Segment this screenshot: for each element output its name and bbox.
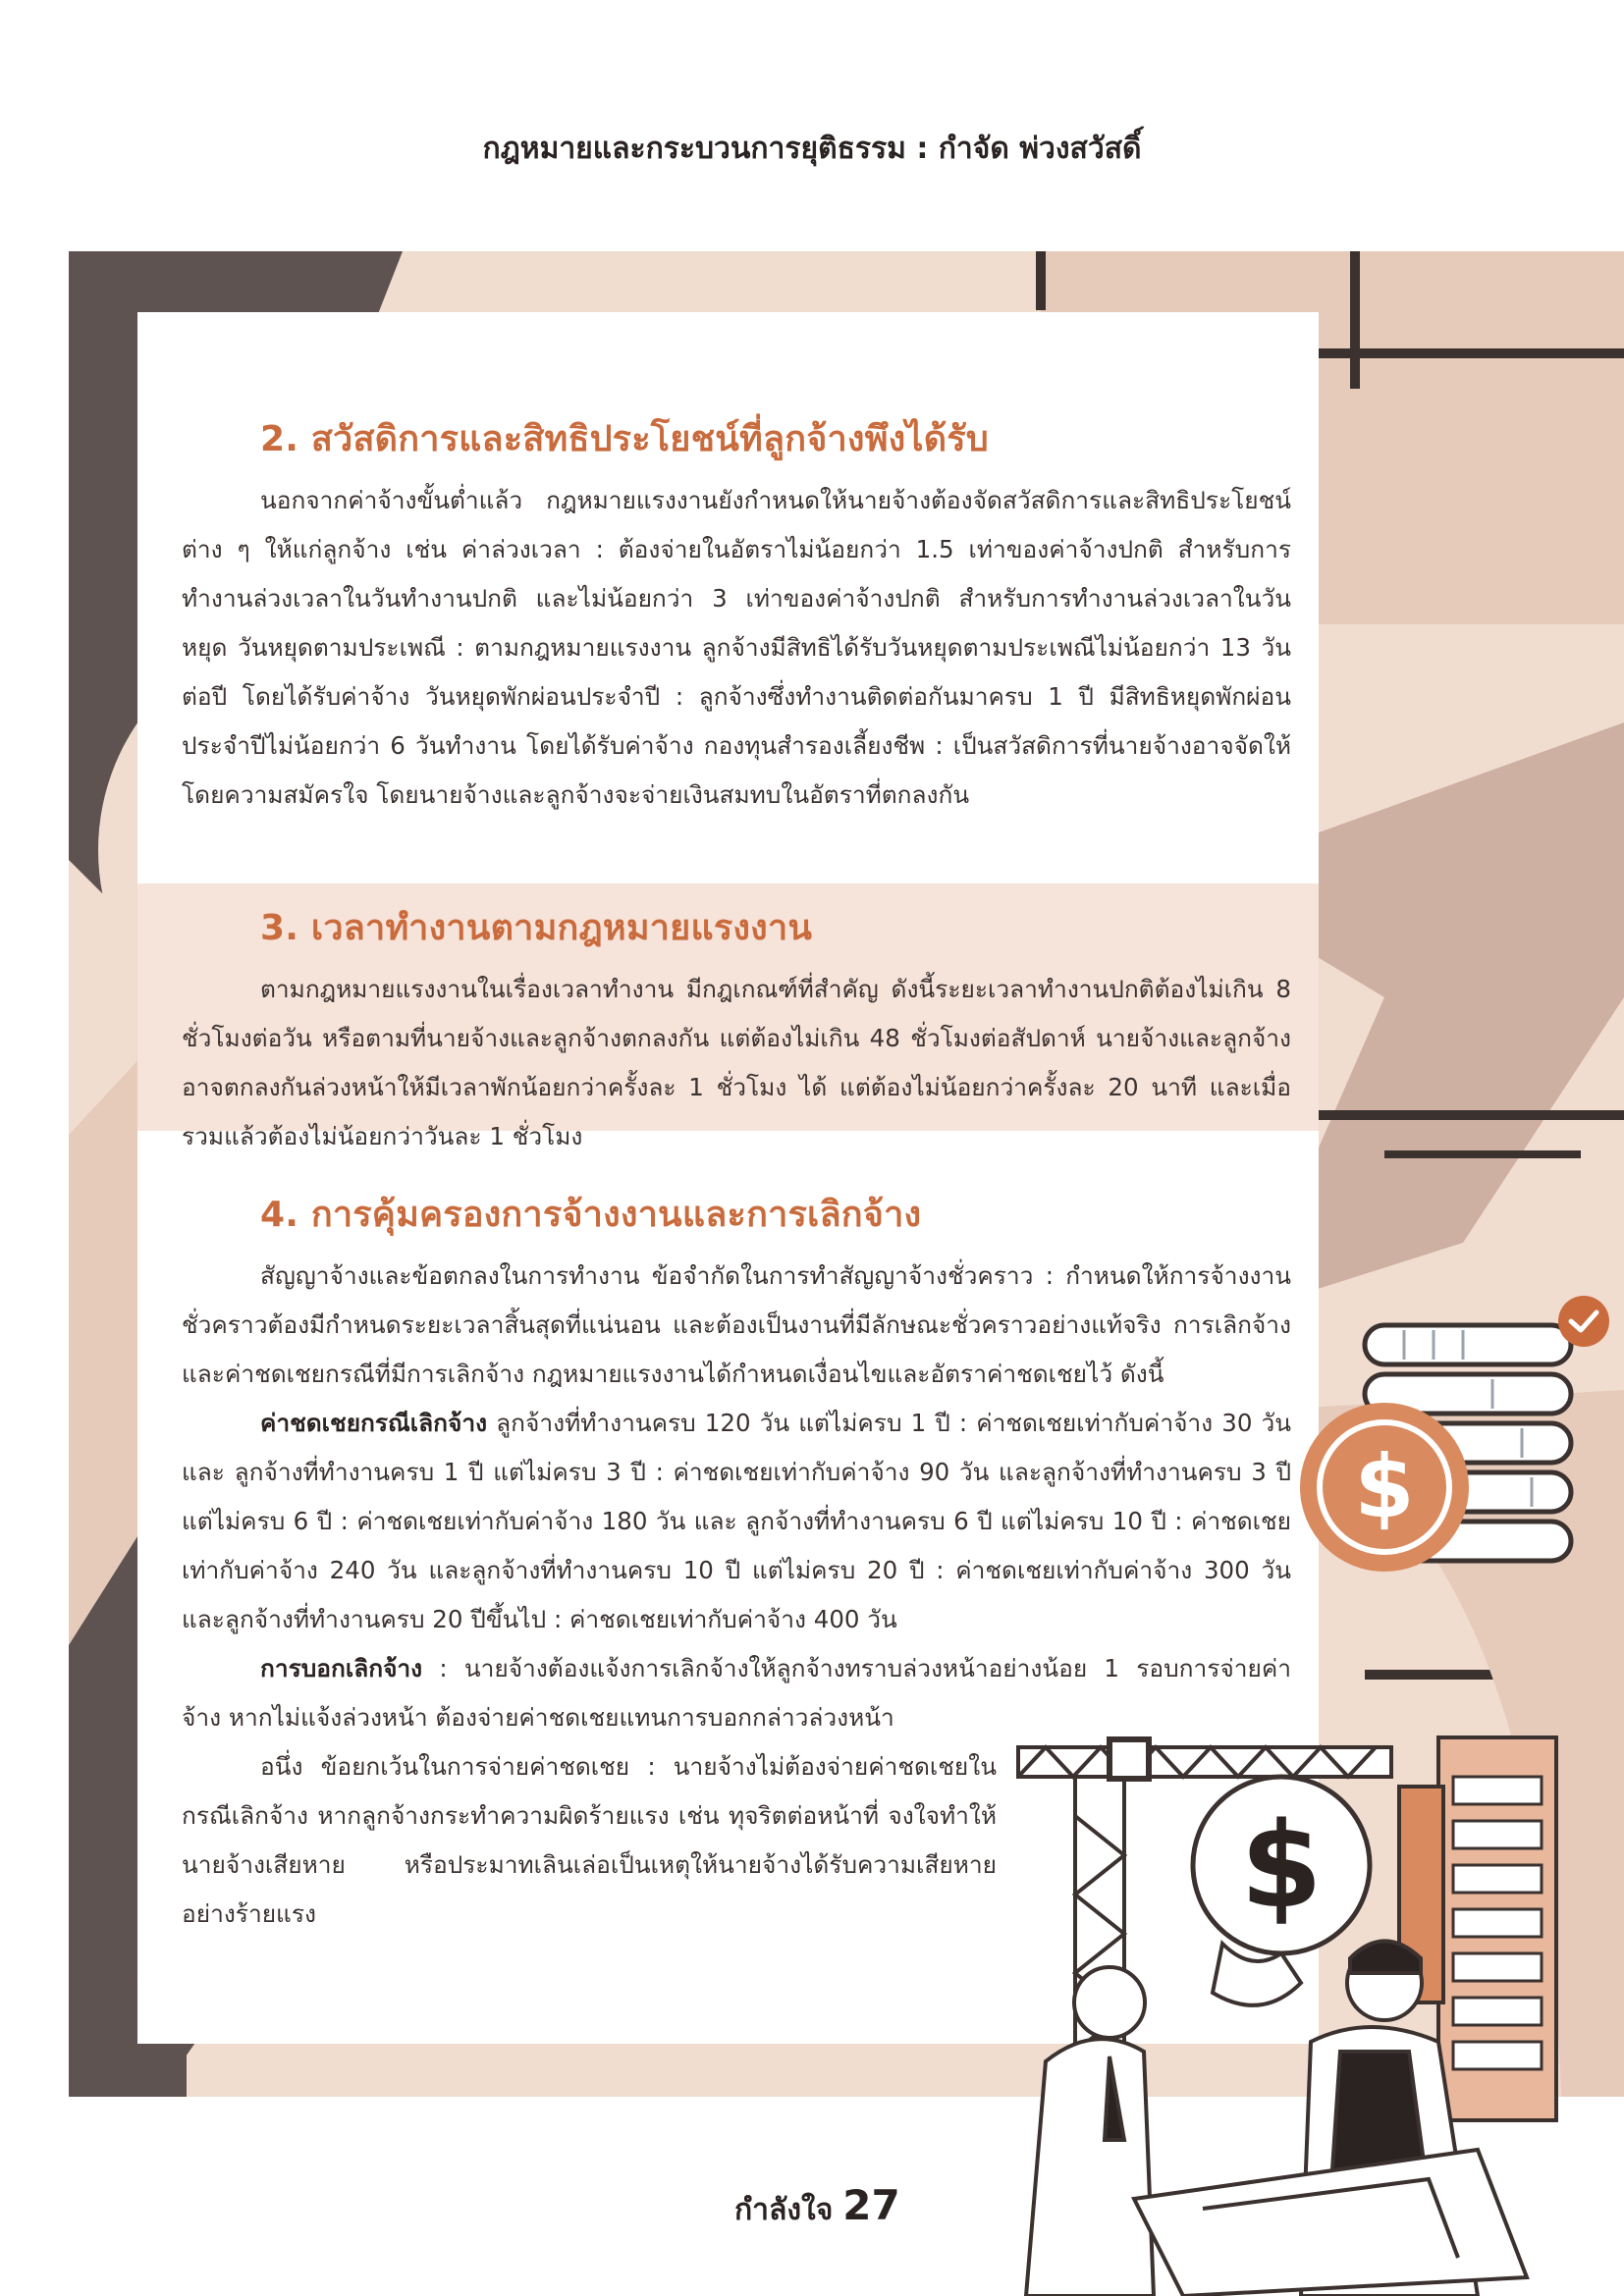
section-heading: 2. สวัสดิการและสิทธิประโยชน์ที่ลูกจ้างพึงได้รับ xyxy=(260,419,989,459)
page-footer xyxy=(734,2181,900,2233)
severance-label: ค่าชดเชยกรณีเลิกจ้าง xyxy=(260,1409,488,1437)
section-welfare xyxy=(182,410,1291,820)
section-body: ตามกฎหมายแรงงานในเรื่องเวลาทำงาน มีกฎเกณฑ์ที่สำคัญ ดังนี้ระยะเวลาทำงานปกติต้องไม่เกิน 8 ชั่วโมงต่อวัน หรือตามที่นายจ้างและลูกจ้างตกลงกัน แต่ต้องไม่เกิน 48 ชั่วโมงต่อสัปดาห์ นายจ้างและลูกจ้างอาจตกลงกันล่วงหน้าให้มีเวลาพักน้อยกว่าครั้งละ 1 ชั่วโมง ได้ แต่ต้องไม่น้อยกว่าครั้งละ 20 นาที และเมื่อรวมแล้วต้องไม่น้อยกว่าวันละ 1 ชั่วโมง xyxy=(182,975,1291,1150)
dollar-coin-icon xyxy=(1296,1399,1473,1575)
magazine-name: กำลังใจ xyxy=(734,2193,834,2227)
section-body: สัญญาจ้างและข้อตกลงในการทำงาน ข้อจำกัดในการทำสัญญาจ้างชั่วคราว : กำหนดให้การจ้างงานชั่วคราวต้องมีกำหนดระยะเวลาสิ้นสุดที่แน่นอน และต้องเป็นงานที่มีลักษณะชั่วคราวอย่างแท้จริง การเลิกจ้างและค่าชดเชยกรณีที่มีการเลิกจ้าง กฎหมายแรงงานได้กำหนดเงื่อนไขและอัตราค่าชดเชยไว้ ดังนี้ xyxy=(182,1261,1291,1388)
held-coin-icon xyxy=(1193,1777,1370,1953)
running-header: กฎหมายและกระบวนการยุติธรรม : กำจัด พ่วงสวัสดิ์ xyxy=(482,132,1142,166)
page-number: 27 xyxy=(842,2181,900,2229)
svg-text:$: $ xyxy=(1354,1436,1415,1537)
checkmark-badge-icon xyxy=(1556,1294,1611,1349)
severance-text: ลูกจ้างที่ทำงานครบ 120 วัน แต่ไม่ครบ 1 ปี : ค่าชดเชยเท่ากับค่าจ้าง 30 วัน และ ลูกจ้างที่ทำงานครบ 1 ปี แต่ไม่ครบ 3 ปี : ค่าชดเชยเท่ากับค่าจ้าง 90 วัน และลูกจ้างที่ทำงานครบ 3 ปี แต่ไม่ครบ 6 ปี : ค่าชดเชยเท่ากับค่าจ้าง 180 วัน และ ลูกจ้างที่ทำงานครบ 6 ปี แต่ไม่ครบ 10 ปี : ค่าชดเชยเท่ากับค่าจ้าง 240 วัน และลูกจ้างที่ทำงานครบ 10 ปี แต่ไม่ครบ 20 ปี : ค่าชดเชยเท่ากับค่าจ้าง 300 วัน และลูกจ้างที่ทำงานครบ 20 ปีขึ้นไป : ค่าชดเชยเท่ากับค่าจ้าง 400 วัน xyxy=(182,1409,1291,1633)
section-body: นอกจากค่าจ้างขั้นต่ำแล้ว กฎหมายแรงงานยังกำหนดให้นายจ้างต้องจัดสวัสดิการและสิทธิประโยชน์ต่าง ๆ ให้แก่ลูกจ้าง เช่น ค่าล่วงเวลา : ต้องจ่ายในอัตราไม่น้อยกว่า 1.5 เท่าของค่าจ้างปกติ สำหรับการทำงานล่วงเวลาในวันทำงานปกติ และไม่น้อยกว่า 3 เท่าของค่าจ้างปกติ สำหรับการทำงานล่วงเวลาในวันหยุด วันหยุดตามประเพณี : ตามกฎหมายแรงงาน ลูกจ้างมีสิทธิได้รับวันหยุดตามประเพณีไม่น้อยกว่า 13 วันต่อปี โดยได้รับค่าจ้าง วันหยุดพักผ่อนประจำปี : ลูกจ้างซึ่งทำงานติดต่อกันมาครบ 1 ปี มีสิทธิหยุดพักผ่อนประจำปีไม่น้อยกว่า 6 วันทำงาน โดยได้รับค่าจ้าง กองทุนสำรองเลี้ยงชีพ : เป็นสวัสดิการที่นายจ้างอาจจัดให้โดยความสมัครใจ โดยนายจ้างและลูกจ้างจะจ่ายเงินสมทบในอัตราที่ตกลงกัน xyxy=(182,486,1291,809)
severance-paragraph xyxy=(182,1399,1291,1644)
construction-illustration xyxy=(1016,1728,1624,2296)
section-heading: 3. เวลาทำงานตามกฎหมายแรงงาน xyxy=(260,908,813,948)
notice-label: การบอกเลิกจ้าง xyxy=(260,1654,423,1682)
section-heading: 4. การคุ้มครองการจ้างงานและการเลิกจ้าง xyxy=(260,1195,922,1235)
exception-paragraph: อนึ่ง ข้อยกเว้นในการจ่ายค่าชดเชย : นายจ้างไม่ต้องจ่ายค่าชดเชยในกรณีเลิกจ้าง หากลูกจ้างกระทำความผิดร้ายแรง เช่น ทุจริตต่อหน้าที่ จงใจทำให้นายจ้างเสียหาย หรือประมาทเลินเล่อเป็นเหตุให้นายจ้างได้รับความเสียหายอย่างร้ายแรง xyxy=(182,1752,997,1928)
svg-text:$: $ xyxy=(1240,1798,1323,1935)
notice-text: : นายจ้างต้องแจ้งการเลิกจ้างให้ลูกจ้างทราบล่วงหน้าอย่างน้อย 1 รอบการจ่ายค่าจ้าง หากไม่แจ้งล่วงหน้า ต้องจ่ายค่าชดเชยแทนการบอกกล่าวล่วงหน้า xyxy=(182,1654,1291,1732)
section-working-hours xyxy=(182,899,1291,1161)
